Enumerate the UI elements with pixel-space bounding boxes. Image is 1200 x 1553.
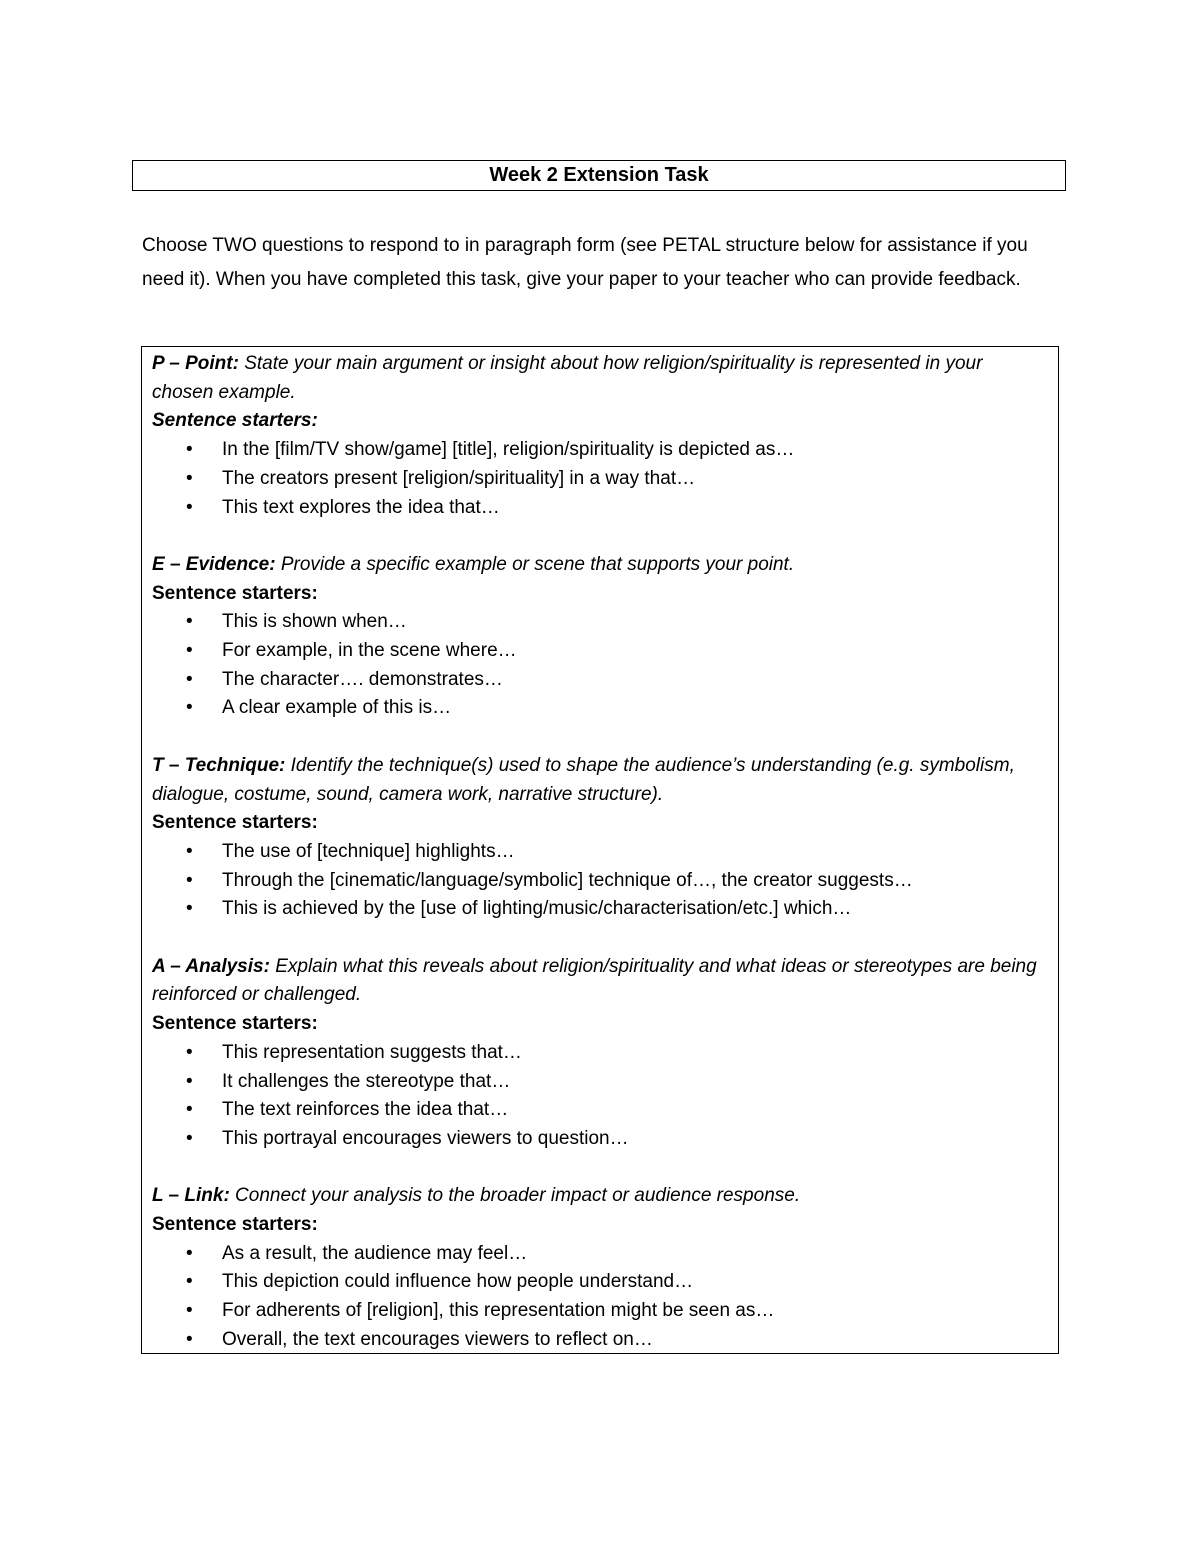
section-heading [152, 1182, 1048, 1211]
starter-list [152, 1039, 1048, 1154]
bullet-icon: • [186, 1300, 193, 1322]
list-item [152, 608, 1048, 637]
bullet-icon: • [186, 1271, 193, 1293]
bullet-icon: • [186, 1328, 193, 1350]
bullet-icon: • [186, 1041, 193, 1063]
list-item [152, 436, 1048, 465]
list-item-text: The text reinforces the idea that… [222, 1099, 509, 1121]
section-evidence [152, 551, 1048, 723]
bullet-icon: • [186, 467, 193, 489]
list-item [152, 494, 1048, 523]
list-item-text: This representation suggests that… [222, 1041, 522, 1063]
bullet-icon: • [186, 668, 193, 690]
section-description: State your main argument or insight about how religion/spirituality is represented in your chosen example. [152, 353, 983, 403]
bullet-icon: • [186, 496, 193, 518]
list-item-text: This is achieved by the [use of lighting/music/characterisation/etc.] which… [222, 898, 852, 920]
sentence-starters-label: Sentence starters: [152, 1013, 318, 1035]
list-item [152, 1297, 1048, 1326]
section-description: Explain what this reveals about religion/spirituality and what ideas or stereotypes are being reinforced or challenged. [152, 955, 1037, 1006]
list-item-text: Through the [cinematic/language/symbolic] technique of…, the creator suggests… [222, 869, 913, 891]
sentence-starters-label: Sentence starters: [152, 1214, 318, 1236]
list-item-text: In the [film/TV show/game] [title], religion/spirituality is depicted as… [222, 439, 795, 461]
list-item-text: This is shown when… [222, 611, 407, 633]
section-description: Provide a specific example or scene that supports your point. [275, 553, 795, 575]
list-item [152, 1096, 1048, 1125]
bullet-icon: • [186, 439, 193, 461]
bullet-icon: • [186, 697, 193, 719]
list-item-text: A clear example of this is… [222, 697, 452, 719]
list-item-text: This text explores the idea that… [222, 496, 500, 518]
list-item [152, 465, 1048, 494]
bullet-icon: • [186, 840, 193, 862]
section-heading [152, 350, 1048, 407]
list-item [152, 1125, 1048, 1154]
section-description: Connect your analysis to the broader impact or audience response. [229, 1185, 801, 1207]
section-heading [152, 752, 1048, 809]
section-analysis [152, 953, 1048, 1154]
list-item [152, 1068, 1048, 1097]
list-item [152, 694, 1048, 723]
list-item-text: It challenges the stereotype that… [222, 1070, 511, 1092]
sentence-starters-label: Sentence starters: [152, 812, 318, 834]
bullet-icon: • [186, 869, 193, 891]
list-item [152, 1268, 1048, 1297]
section-heading [152, 551, 1048, 580]
section-label: T – Technique: [152, 754, 286, 776]
list-item-text: The creators present [religion/spirituality] in a way that… [222, 467, 696, 489]
page-title: Week 2 Extension Task [489, 164, 709, 186]
list-item [152, 1326, 1048, 1355]
sentence-starters-label: Sentence starters: [152, 410, 318, 432]
list-item [152, 1240, 1048, 1269]
list-item-text: The character…. demonstrates… [222, 668, 503, 690]
list-item [152, 838, 1048, 867]
petal-structure-box [141, 346, 1059, 1354]
starter-list [152, 436, 1048, 522]
bullet-icon: • [186, 1099, 193, 1121]
section-link [152, 1182, 1048, 1354]
list-item [152, 895, 1048, 924]
section-label: A – Analysis: [152, 955, 270, 977]
bullet-icon: • [186, 1242, 193, 1264]
bullet-icon: • [186, 898, 193, 920]
starter-list [152, 838, 1048, 924]
list-item [152, 867, 1048, 896]
starter-list [152, 1240, 1048, 1355]
list-item-text: As a result, the audience may feel… [222, 1242, 528, 1264]
intro-paragraph: Choose TWO questions to respond to in paragraph form (see PETAL structure below for assistance if you need it). When you have completed this task, give your paper to your teacher who can provide feedback. [142, 235, 1028, 290]
bullet-icon: • [186, 640, 193, 662]
section-description: Identify the technique(s) used to shape the audience’s understanding (e.g. symbolism, dialogue, costume, sound, camera work, narrative structure). [152, 754, 1015, 805]
bullet-icon: • [186, 1070, 193, 1092]
list-item [152, 637, 1048, 666]
starter-list [152, 608, 1048, 723]
section-label: E – Evidence: [152, 553, 276, 575]
list-item [152, 1039, 1048, 1068]
section-label: L – Link: [152, 1185, 230, 1207]
section-technique [152, 752, 1048, 924]
list-item-text: This portrayal encourages viewers to question… [222, 1127, 629, 1149]
list-item-text: For adherents of [religion], this representation might be seen as… [222, 1300, 775, 1322]
list-item-text: The use of [technique] highlights… [222, 840, 515, 862]
list-item-text: Overall, the text encourages viewers to reflect on… [222, 1328, 653, 1350]
title-box [132, 160, 1066, 191]
section-point [152, 350, 1048, 522]
list-item-text: For example, in the scene where… [222, 640, 517, 662]
bullet-icon: • [186, 611, 193, 633]
bullet-icon: • [186, 1127, 193, 1149]
list-item [152, 666, 1048, 695]
section-heading [152, 953, 1048, 1010]
section-label: P – Point: [152, 353, 239, 374]
sentence-starters-label: Sentence starters: [152, 582, 318, 604]
list-item-text: This depiction could influence how people understand… [222, 1271, 694, 1293]
